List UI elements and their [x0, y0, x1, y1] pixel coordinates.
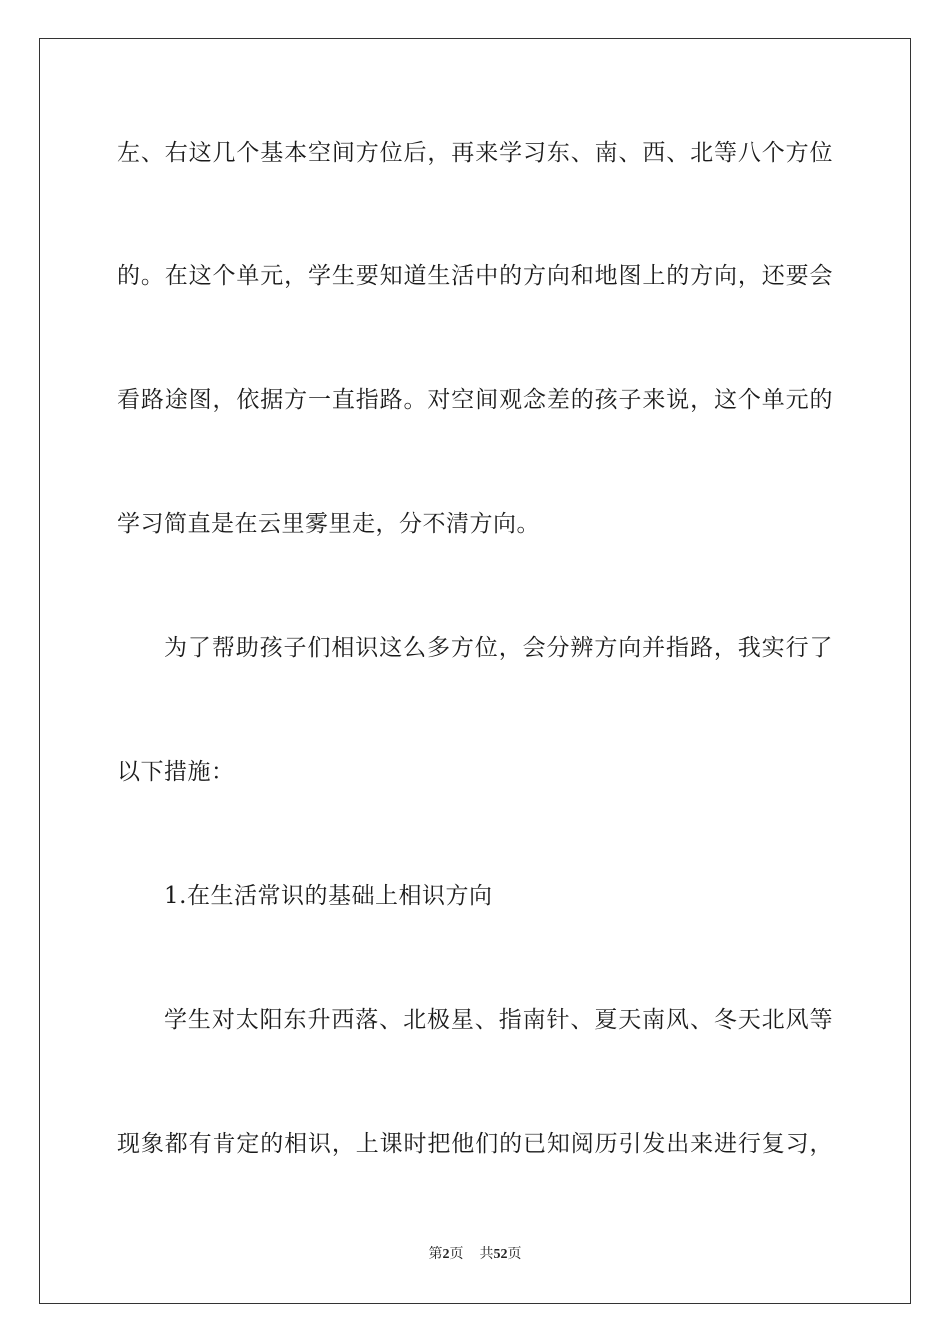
page-prefix: 第 [428, 1246, 443, 1262]
total-suffix: 页 [507, 1246, 522, 1262]
paragraph-line: 现象都有肯定的相识，上课时把他们的已知阅历引发出来进行复习， [117, 1131, 833, 1157]
total-pages: 52 [493, 1247, 508, 1262]
paragraph-line: 左、右这几个基本空间方位后，再来学习东、南、西、北等八个方位 [117, 140, 833, 166]
page-footer [0, 1245, 950, 1264]
paragraph-line: 以下措施： [117, 759, 235, 785]
paragraph-line: 看路途图，依据方一直指路。对空间观念差的孩子来说，这个单元的 [117, 387, 833, 413]
page-border [39, 38, 911, 1304]
paragraph-line: 学习简直是在云里雾里走，分不清方向。 [117, 511, 540, 537]
total-prefix: 共 [479, 1246, 494, 1262]
page-number: 2 [442, 1247, 450, 1262]
page-suffix: 页 [449, 1246, 464, 1262]
paragraph-line: 为了帮助孩子们相识这么多方位，会分辨方向并指路，我实行了 [164, 635, 833, 661]
section-heading: 1.在生活常识的基础上相识方向 [164, 883, 493, 909]
paragraph-line: 的。在这个单元，学生要知道生活中的方向和地图上的方向，还要会 [117, 263, 833, 289]
paragraph-line: 学生对太阳东升西落、北极星、指南针、夏天南风、冬天北风等 [164, 1007, 833, 1033]
